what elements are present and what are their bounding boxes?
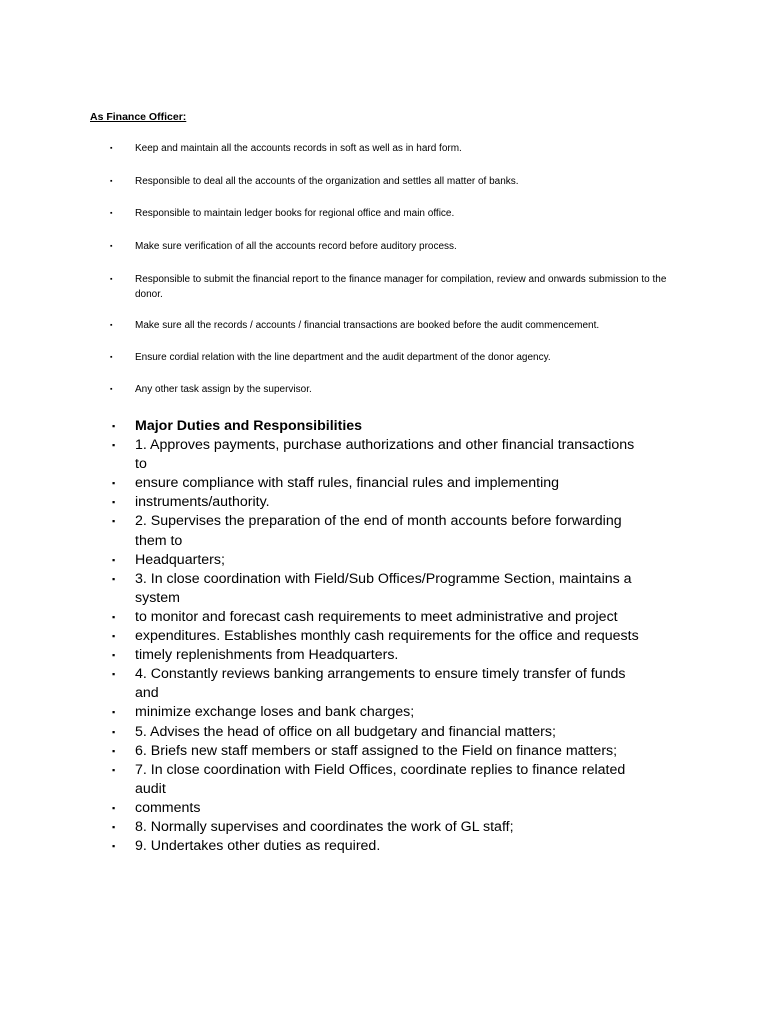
list-item-continuation <box>110 455 690 474</box>
major-duties-list <box>110 417 690 856</box>
bullet-icon: ▪ <box>110 276 113 283</box>
list-item-text: Make sure all the records / accounts / financial transactions are booked before the audit commencement. <box>135 320 600 331</box>
bullet-icon: ▪ <box>112 841 116 852</box>
bullet-icon: ▪ <box>112 497 116 508</box>
list-item-text: ensure compliance with staff rules, financial rules and implementing <box>135 475 560 492</box>
list-item-text: and <box>135 685 159 702</box>
bullet-icon: ▪ <box>112 516 116 527</box>
bullet-icon: ▪ <box>112 650 116 661</box>
bullet-icon: ▪ <box>110 322 113 329</box>
list-item <box>110 272 670 302</box>
bullet-icon: ▪ <box>112 707 116 718</box>
bullet-icon: ▪ <box>112 726 116 737</box>
list-item <box>110 799 690 818</box>
list-item-text: 1. Approves payments, purchase authorizations and other financial transactions <box>135 437 635 454</box>
list-item <box>110 350 670 365</box>
list-item-text: minimize exchange loses and bank charges; <box>135 704 415 721</box>
list-item <box>110 608 690 627</box>
list-item-text: to <box>135 456 147 473</box>
list-item-text: 2. Supervises the preparation of the end of month accounts before forwarding <box>135 513 622 530</box>
list-item <box>110 436 690 455</box>
list-item-text: them to <box>135 532 183 549</box>
list-item-text: Ensure cordial relation with the line department and the audit department of the donor agency. <box>135 352 551 363</box>
list-item-text: to monitor and forecast cash requirements to meet administrative and project <box>135 608 618 625</box>
section-heading: As Finance Officer: <box>90 111 187 123</box>
bullet-icon: ▪ <box>112 631 116 642</box>
list-item-text: Responsible to maintain ledger books for regional office and main office. <box>135 208 455 219</box>
bullet-icon: ▪ <box>112 802 116 813</box>
list-item <box>110 627 690 646</box>
list-item <box>110 665 690 684</box>
bullet-icon: ▪ <box>110 145 113 152</box>
list-item-text: Responsible to deal all the accounts of the organization and settles all matter of banks. <box>135 176 519 187</box>
list-item-text: Any other task assign by the supervisor. <box>135 384 312 395</box>
list-item-text: Headquarters; <box>135 551 225 568</box>
bullet-icon: ▪ <box>112 669 116 680</box>
bullet-icon: ▪ <box>110 243 113 250</box>
bullet-icon: ▪ <box>112 573 116 584</box>
bullet-icon: ▪ <box>112 764 116 775</box>
list-item <box>110 703 690 722</box>
list-item-continuation <box>110 780 690 799</box>
list-item-continuation <box>110 532 690 551</box>
list-item-continuation <box>110 684 690 703</box>
bullet-icon: ▪ <box>110 354 113 361</box>
list-item-text: Keep and maintain all the accounts records in soft as well as in hard form. <box>135 143 462 154</box>
list-item-text: 8. Normally supervises and coordinates the work of GL staff; <box>135 818 514 835</box>
list-item-text: 7. In close coordination with Field Offices, coordinate replies to finance related <box>135 761 626 778</box>
list-item-text: Make sure verification of all the accounts record before auditory process. <box>135 241 457 252</box>
bullet-icon: ▪ <box>112 554 116 565</box>
list-item <box>110 837 690 856</box>
list-item <box>110 551 690 570</box>
bullet-icon: ▪ <box>112 821 116 832</box>
list-item-text: Major Duties and Responsibilities <box>135 418 363 434</box>
list-item-text: 3. In close coordination with Field/Sub Offices/Programme Section, maintains a <box>135 570 632 587</box>
list-item <box>110 318 670 333</box>
bullet-icon: ▪ <box>112 745 116 756</box>
list-item-text: 9. Undertakes other duties as required. <box>135 838 381 855</box>
list-item <box>110 493 690 512</box>
bullet-icon: ▪ <box>110 386 113 393</box>
list-item-text: instruments/authority. <box>135 494 270 511</box>
list-item <box>110 382 670 397</box>
list-item-text: 6. Briefs new staff members or staff assigned to the Field on finance matters; <box>135 742 618 759</box>
bullet-icon: ▪ <box>110 210 113 217</box>
bullet-icon: ▪ <box>112 478 116 489</box>
major-duties-heading <box>110 417 690 436</box>
list-item <box>110 474 690 493</box>
list-item <box>110 206 670 221</box>
list-item-text: audit <box>135 780 166 797</box>
list-item <box>110 174 670 189</box>
list-item <box>110 646 690 665</box>
list-item-text: expenditures. Establishes monthly cash requirements for the office and requests <box>135 628 639 645</box>
bullet-icon: ▪ <box>112 611 116 622</box>
list-item-text: system <box>135 589 180 606</box>
list-item <box>110 742 690 761</box>
list-item-text: 5. Advises the head of office on all budgetary and financial matters; <box>135 723 556 740</box>
list-item <box>110 570 690 589</box>
list-item <box>110 512 690 531</box>
bullet-icon: ▪ <box>112 440 116 451</box>
list-item-continuation <box>110 589 690 608</box>
list-item <box>110 239 670 254</box>
list-item <box>110 761 690 780</box>
list-item-text: timely replenishments from Headquarters. <box>135 647 399 664</box>
list-item <box>110 818 690 837</box>
bullet-icon: ▪ <box>112 421 116 431</box>
list-item-text: 4. Constantly reviews banking arrangements to ensure timely transfer of funds <box>135 666 626 683</box>
list-item <box>110 141 670 156</box>
list-item-text: comments <box>135 799 201 816</box>
list-item-text: Responsible to submit the financial report to the finance manager for compilation, review and onwards submission to the donor. <box>135 274 667 300</box>
list-item <box>110 723 690 742</box>
bullet-icon: ▪ <box>110 178 113 185</box>
